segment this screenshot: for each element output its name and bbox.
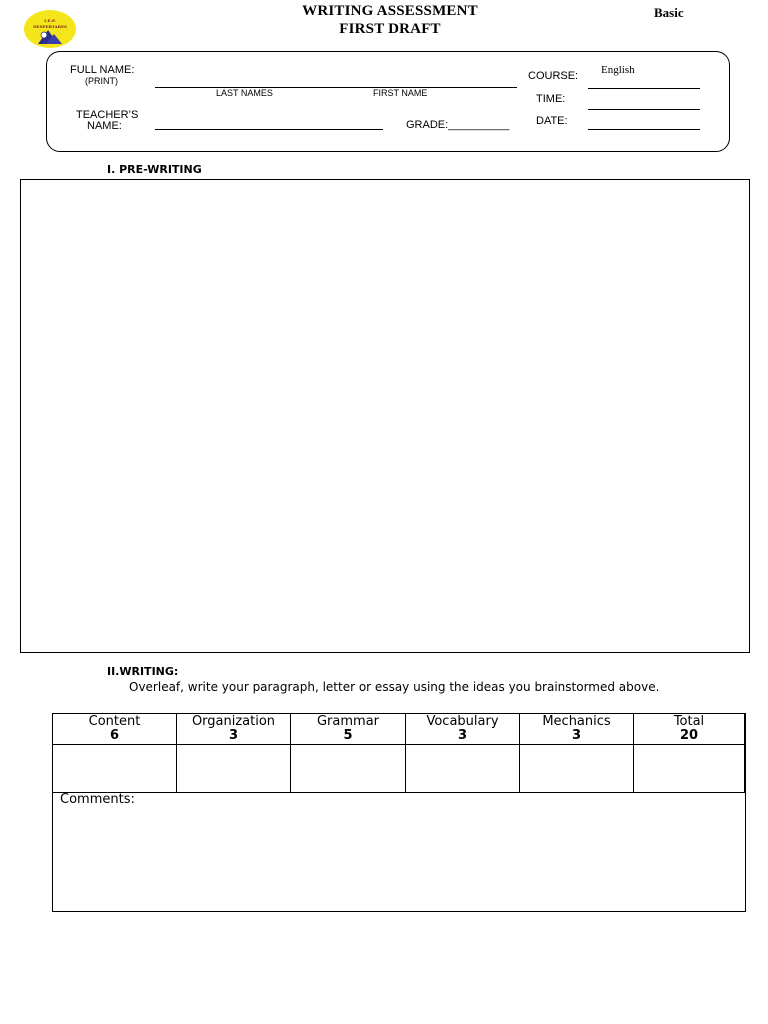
rubric-criterion: Vocabulary: [426, 714, 499, 729]
rubric-points: 6: [109, 728, 120, 743]
school-logo: [24, 10, 76, 48]
teacher-label-line1: TEACHER’S: [76, 109, 139, 121]
rubric-criterion: Total: [673, 714, 705, 729]
time-field[interactable]: [588, 109, 700, 110]
level-label: Basic: [654, 5, 684, 20]
course-value: English: [601, 64, 635, 76]
first-name-label: FIRST NAME: [373, 88, 428, 98]
rubric-points: 3: [457, 728, 468, 743]
rubric-criterion: Organization: [191, 714, 276, 729]
time-label: TIME:: [536, 93, 566, 105]
logo-line-2: DESPERTARES: [33, 24, 67, 29]
course-field[interactable]: [588, 88, 700, 89]
rubric-column: [53, 714, 177, 792]
writing-instruction: Overleaf, write your paragraph, letter or essay using the ideas you brainstormed above.: [129, 680, 660, 694]
rubric-points: 3: [228, 728, 239, 743]
last-names-label: LAST NAMES: [216, 88, 273, 98]
full-name-field[interactable]: [155, 87, 517, 88]
rubric-points: 3: [571, 728, 582, 743]
document-title: WRITING ASSESSMENT: [302, 3, 478, 19]
scoring-rubric-table: [52, 713, 746, 912]
rubric-points: 5: [343, 728, 353, 743]
comments-label: Comments:: [60, 792, 135, 807]
rubric-points: 20: [679, 728, 699, 743]
rubric-criterion: Grammar: [316, 714, 380, 729]
writing-heading: II.WRITING:: [107, 665, 179, 678]
teacher-label-line2: NAME:: [87, 120, 122, 132]
rubric-criterion: Mechanics: [542, 714, 611, 729]
rubric-column: [406, 714, 520, 792]
rubric-score-divider: [53, 792, 745, 793]
rubric-column: [291, 714, 406, 792]
rubric-column: [177, 714, 291, 792]
rubric-column: [634, 714, 745, 792]
prewriting-heading: I. PRE-WRITING: [107, 163, 202, 176]
date-field[interactable]: [588, 129, 700, 130]
rubric-column: [520, 714, 634, 792]
grade-label[interactable]: GRADE:__________: [406, 119, 510, 131]
prewriting-area[interactable]: [20, 179, 750, 653]
date-label: DATE:: [536, 115, 568, 127]
course-label: COURSE:: [528, 70, 579, 82]
print-label: (PRINT): [85, 76, 118, 86]
full-name-label: FULL NAME:: [70, 64, 135, 76]
logo-line-1: I.E.P.: [44, 18, 56, 23]
teacher-name-field[interactable]: [155, 129, 383, 130]
logo-emblem-icon: [24, 10, 76, 48]
rubric-criterion: Content: [88, 714, 141, 729]
document-subtitle: FIRST DRAFT: [339, 21, 441, 37]
rubric-header-divider: [53, 744, 745, 745]
